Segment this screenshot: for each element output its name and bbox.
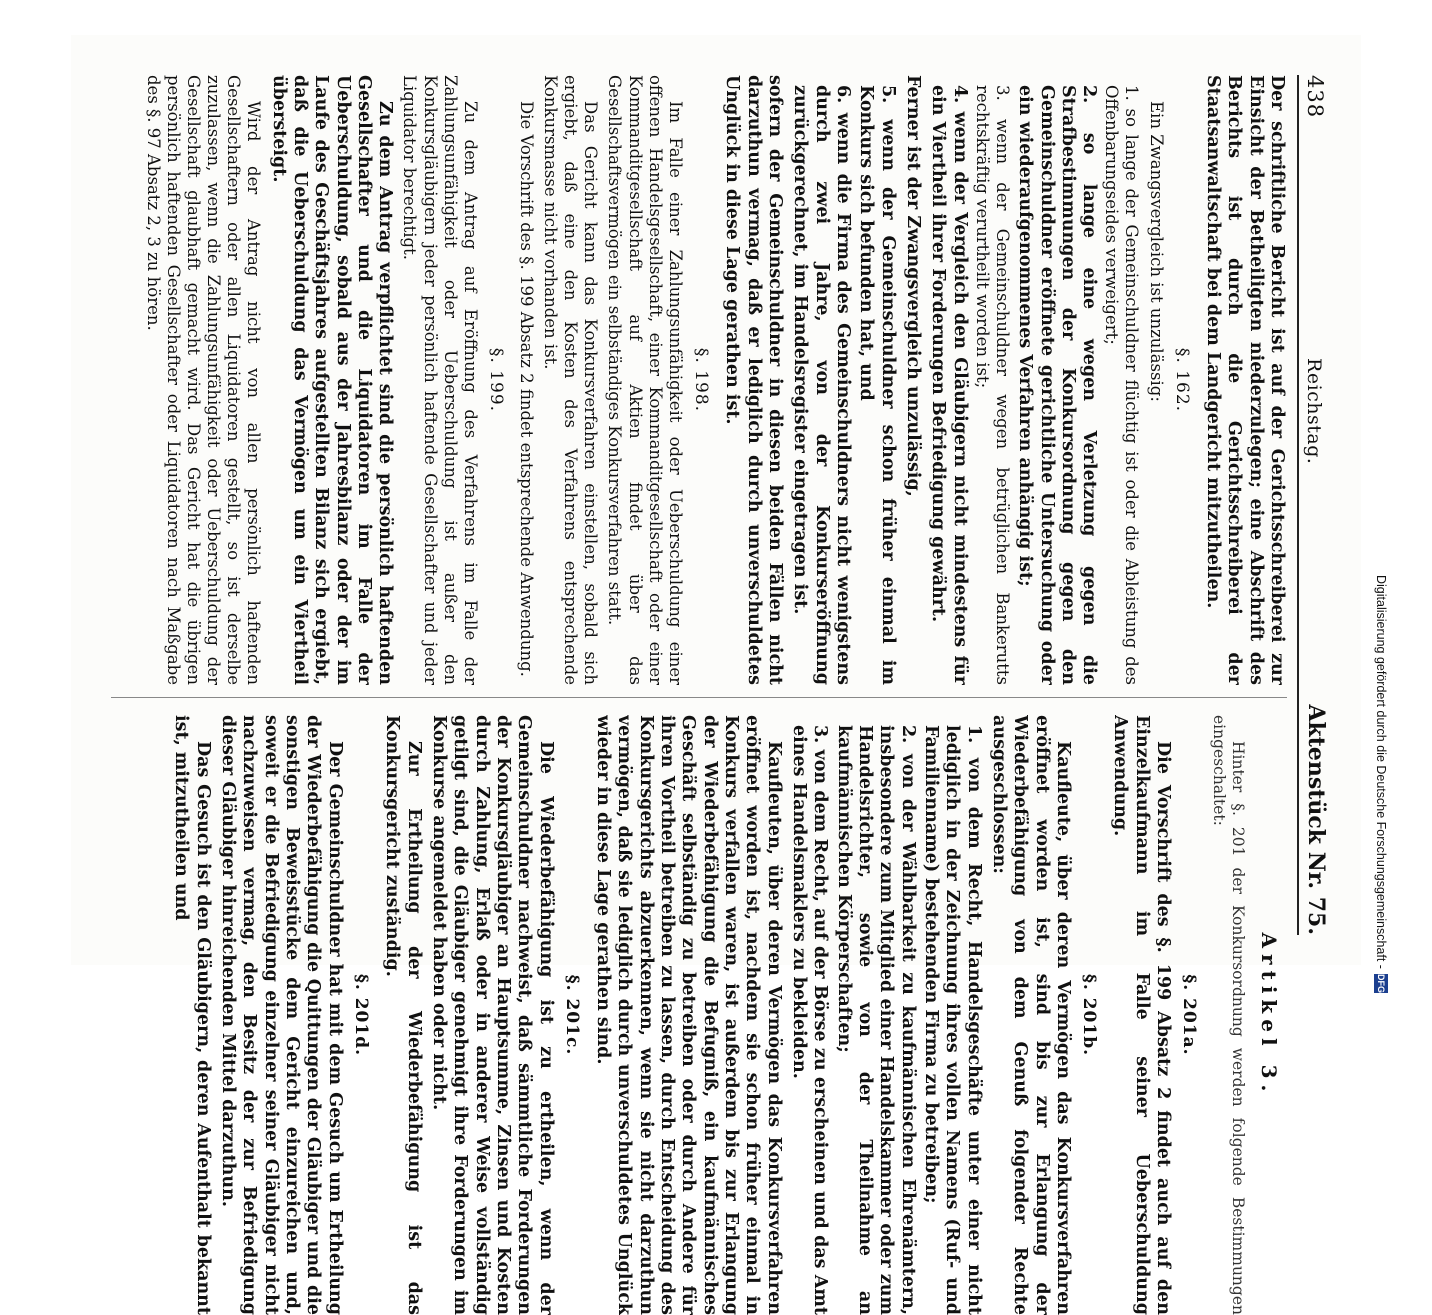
dfg-logo-icon bbox=[1374, 974, 1388, 993]
header-title: Reichstag. bbox=[1303, 358, 1325, 465]
section-heading-201d: §. 201d. bbox=[350, 973, 371, 1057]
section-201b-intro: Kaufleute, über deren Vermögen das Konkursverfahren eröffnet worden ist, sind bis zur Erlangung der Wiederbefähigung von dem Genuß folgender Rechte ausgeschlossen: bbox=[989, 715, 1074, 1315]
page-number: 438 bbox=[1303, 75, 1327, 119]
section-201b-closing: Kaufleuten, über deren Vermögen das Konkursverfahren eröffnet worden ist, nachdem sie schon früher einmal in Konkurs verfallen waren, ist außerdem bis zur Erlangung der Wiederbefähigung die Befugniß, ein kaufmännisches Geschäft selbständig zu betreiben oder durch Andere für ihren Vortheil betreiben zu lassen, durch Entscheidung des Konkursgerichts abzuerkennen, wenn sie nicht darzuthun vermögen, daß sie lediglich durch unverschuldetes Unglück wieder in diese Lage gerathen sind. bbox=[592, 715, 784, 1315]
section-heading-201c: §. 201c. bbox=[561, 974, 582, 1056]
list-item: 5. wenn der Gemeinschuldner schon früher einmal im Konkurs sich befunden hat, und bbox=[856, 85, 898, 685]
column-divider bbox=[111, 697, 1287, 698]
section-162-intro: Ein Zwangsvergleich ist unzulässig: bbox=[1146, 101, 1166, 402]
section-162-list bbox=[927, 75, 1142, 685]
page-header bbox=[1297, 75, 1343, 935]
list-item: 4. wenn der Vergleich den Gläubigern nicht mindestens für ein Viertheil ihrer Forderungen Befriedigung gewährt. bbox=[928, 85, 970, 685]
section-162-extra: Ferner ist der Zwangsvergleich unzulässig, bbox=[902, 75, 923, 497]
section-199-text-2: Wird der Antrag nicht von allen persönlich haftenden Gesellschaftern oder allen Liquidatoren gestellt, so ist derselbe zuzulassen, wenn die Zahlungsunfähigkeit oder Ueberschuldung der Gesellschaft glaubhaft gemacht wird. Das Gericht hat die übrigen persönlich haftenden Gesellschafter oder Liquidatoren nach Maßgabe des §. 97 Absatz 2, 3 zu hören. bbox=[143, 75, 264, 685]
section-201c-text-2: Zur Ertheilung der Wiederbefähigung ist das Konkursgericht zuständig. bbox=[382, 715, 424, 1315]
section-heading-201b: §. 201b. bbox=[1079, 973, 1100, 1057]
left-column bbox=[91, 75, 1287, 685]
header-document-number: Aktenstück Nr. 75. bbox=[1303, 704, 1329, 935]
section-199-bold: Zu dem Antrag verpflichtet sind die persönlich haftenden Gesellschafter und die Liquidatoren im Falle der Ueberschuldung, sobald aus der Jahresbilanz oder der im Laufe des Geschäftsjahres aufgestellten Bilanz sich ergiebt, daß die Ueberschuldung das Vermögen um ein Viertheil übersteigt. bbox=[268, 75, 396, 685]
rotated-document-page bbox=[71, 35, 1361, 1315]
list-item: 1. so lange der Gemeinschuldner flüchtig ist oder die Ableistung des Offenbarungseides verweigert; bbox=[1102, 85, 1142, 685]
section-heading-162: §. 162. bbox=[1171, 347, 1192, 413]
digitization-footer bbox=[1370, 575, 1392, 985]
list-item: 3. wenn der Gemeinschuldner wegen betrüglichen Bankerutts rechtskräftig verurtheilt worden ist; bbox=[972, 85, 1012, 685]
section-201c-text: Die Wiederbefähigung ist zu ertheilen, wenn der Gemeinschuldner nachweist, daß sämmtliche Forderungen der Konkursgläubiger an Hauptsumme, Zinsen und Kosten durch Zahlung, Erlaß oder in anderer Weise vollständig getilgt sind, die Gläubiger genehmigt ihre Forderungen im Konkurse angemeldet haben oder nicht. bbox=[428, 715, 556, 1315]
section-201b-list bbox=[788, 715, 984, 1315]
right-column bbox=[91, 715, 1287, 1315]
section-162-closing: sofern der Gemeinschuldner in diesen beiden Fällen nicht darzuthun vermag, daß er lediglich durch unverschuldetes Unglück in diese Lage gerathen ist. bbox=[722, 75, 785, 685]
section-201d-text: Der Gemeinschuldner hat mit dem Gesuch um Ertheilung der Wiederbefähigung die Quittungen der Gläubiger und die sonstigen Beweisstücke dem Gericht einzureichen und, soweit er die Befriedigung einzelner seiner Gläubiger nicht nachzuweisen vermag, den Besitz der zur Befriedigung dieser Gläubiger hinreichenden Mittel darzuthun. bbox=[218, 715, 345, 1315]
section-201a-text: Die Vorschrift des §. 199 Absatz 2 findet auch auf den Einzelkaufmann im Falle seiner Ueberschuldung Anwendung. bbox=[1110, 715, 1174, 1315]
list-item: 2. so lange eine wegen Verletzung gegen die Strafbestimmungen der Konkursordnung gegen den Gemeinschuldner eröffnete gerichtliche Untersuchung oder ein wiederaufgenommenes Verfahren anhängig ist; bbox=[1015, 85, 1100, 685]
section-heading-199: §. 199. bbox=[485, 347, 506, 413]
article-intro: Hinter §. 201 der Konkursordnung werden folgende Bestimmungen eingeschaltet: bbox=[1210, 715, 1247, 1315]
section-198-text: Im Falle einer Zahlungsunfähigkeit oder Ueberschuldung einer offenen Handelsgesellschaft, einer Kommanditgesellschaft oder einer Kommanditgesellschaft auf Aktien findet über das Gesellschaftsvermögen ein selbständiges Konkursverfahren statt. bbox=[605, 75, 685, 685]
list-item: 6. wenn die Firma des Gemeinschuldners nicht wenigstens durch zwei Jahre, von der Konkurseröffnung zurückgerechnet, im Handelsregister eingetragen ist. bbox=[790, 85, 853, 685]
intro-paragraph: Der schriftliche Bericht ist auf der Gerichtsschreiberei zur Einsicht der Betheiligten niederzulegen; eine Abschrift des Berichts ist durch die Gerichtsschreiberei der Staatsanwaltschaft bei dem Landgericht mitzutheilen. bbox=[1202, 75, 1287, 685]
footer-text: Digitalisierung gefördert durch die Deutsche Forschungsgemeinschaft - bbox=[1374, 575, 1388, 969]
list-item: 1. von dem Recht, Handelsgeschäfte unter einer nicht lediglich in der Zeichnung ihres vollen Namens (Ruf- und Familienname) bestehenden Firma zu betreiben; bbox=[921, 725, 984, 1315]
section-199-text: Zu dem Antrag auf Eröffnung des Verfahrens im Falle der Zahlungsunfähigkeit oder Ueberschuldung ist außer den Konkursgläubigern jeder persönlich haftende Gesellschafter und jeder Liquidator berechtigt. bbox=[400, 75, 480, 685]
section-heading-201a: §. 201a. bbox=[1179, 974, 1200, 1056]
article-title: Artikel 3. bbox=[1257, 932, 1281, 1098]
section-198-text-3: Die Vorschrift des §. 199 Absatz 2 findet entsprechende Anwendung. bbox=[516, 101, 536, 677]
section-198-text-2: Das Gericht kann das Konkursverfahren einstellen, sobald sich ergiebt, daß eine den Kosten des Verfahrens entsprechende Konkursmasse nicht vorhanden ist. bbox=[541, 75, 601, 685]
section-162-list-continued bbox=[789, 75, 898, 685]
section-heading-198: §. 198. bbox=[690, 347, 711, 413]
list-item: 2. von der Wählbarkeit zu kaufmännischen Ehrenämtern, insbesondere zum Mitglied einer Handelskammer oder zum Handelsrichter, sowie von der Theilnahme an kaufmännischen Körperschaften; bbox=[833, 725, 918, 1315]
section-201d-text-2: Das Gesuch ist den Gläubigern, deren Aufenthalt bekannt ist, mitzutheilen und bbox=[171, 715, 213, 1315]
list-item: 3. von dem Recht, auf der Börse zu erscheinen und das Amt eines Handelsmaklers zu bekleiden. bbox=[789, 725, 831, 1315]
